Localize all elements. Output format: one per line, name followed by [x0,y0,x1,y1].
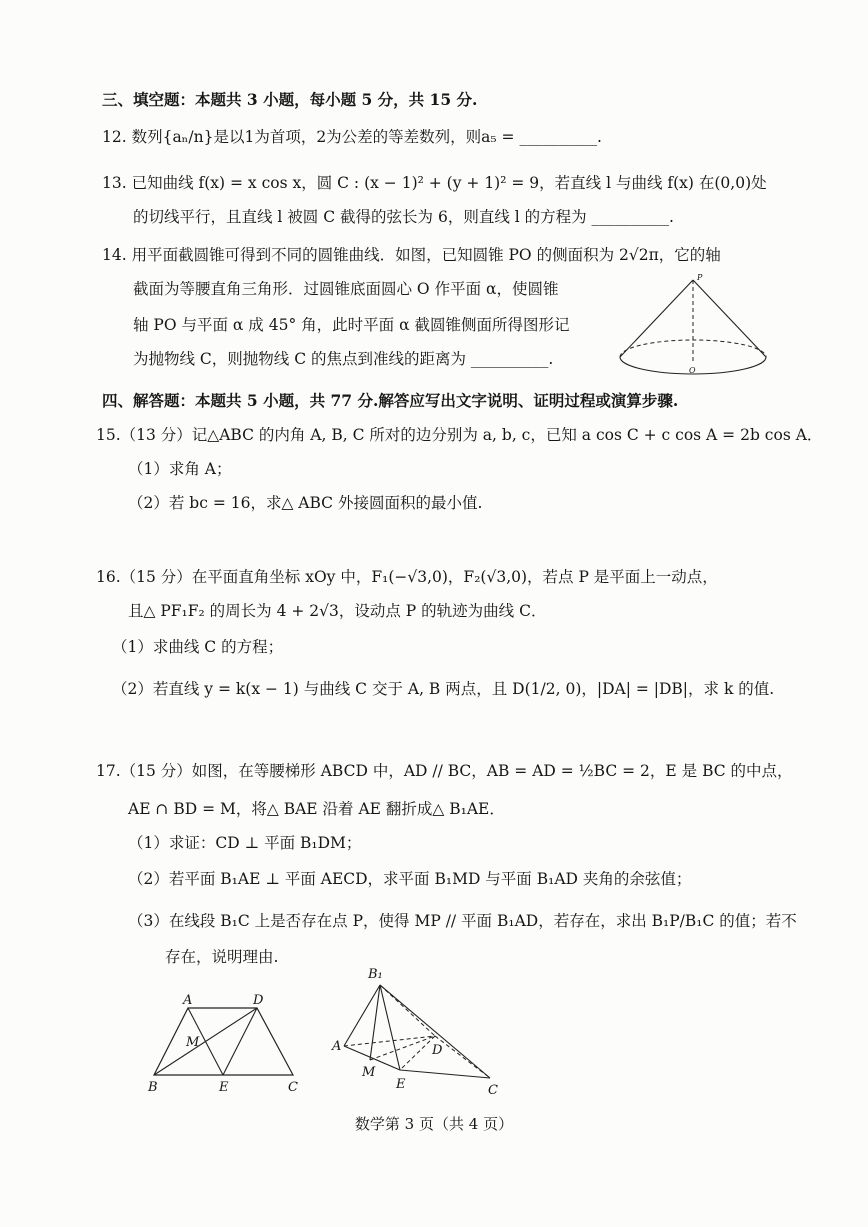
edge-d-e [400,1036,435,1070]
cone-base-back [620,340,766,357]
section-heading-fill-in: 三、填空题：本题共 3 小题，每小题 5 分，共 15 分. [102,90,478,109]
question-17-line2: AE ∩ BD = M，将△ BAE 沿着 AE 翻折成△ B₁AE． [128,800,505,818]
segment-bd [154,1008,257,1075]
question-16-line2: 且△ PF₁F₂ 的周长为 4 + 2√3，设动点 P 的轨迹为曲线 C． [128,602,547,620]
label-a: A [183,993,193,1008]
cone-label-o: O [689,366,696,375]
section-heading-answer: 四、解答题：本题共 5 小题，共 77 分.解答应写出文字说明、证明过程或演算步骤. [102,391,679,410]
question-14-line3: 轴 PO 与平面 α 成 45° 角，此时平面 α 截圆锥侧面所得图形记 [133,316,570,334]
label-a2: A [332,1039,342,1054]
question-16-part2: （2）若直线 y = k(x − 1) 与曲线 C 交于 A, B 两点，且 D(1/2, 0)，|DA| = |DB|，求 k 的值. [112,680,775,698]
label-d2: D [432,1043,443,1058]
edge-b1-a [344,985,380,1046]
edge-d-c [435,1036,490,1078]
question-16-part1: （1）求曲线 C 的方程； [112,638,284,656]
question-17-part3-line1: （3）在线段 B₁C 上是否存在点 P，使得 MP // 平面 B₁AD，若存在，求出 B₁P/B₁C 的值；若不 [128,912,797,930]
question-15-part2: （2）若 bc = 16，求△ ABC 外接圆面积的最小值. [128,494,483,512]
question-13-line1: 13. 已知曲线 f(x) = x cos x，圆 C : (x − 1)² + (y + 1)² = 9，若直线 l 与曲线 f(x) 在(0,0)处 [102,174,767,192]
label-b: B [148,1080,158,1095]
question-13-line2: 的切线平行，且直线 l 被圆 C 截得的弦长为 6，则直线 l 的方程为 __________. [133,208,674,226]
segment-de [223,1008,257,1075]
question-17-part3-line2: 存在，说明理由. [165,948,279,966]
question-12: 12. 数列{aₙ/n}是以1为首项，2为公差的等差数列，则a₅ = __________. [102,128,602,146]
label-e2: E [396,1077,406,1092]
question-14-line2: 截面为等腰直角三角形．过圆锥底面圆心 O 作平面 α，使圆锥 [133,280,559,298]
cone-figure [612,270,772,385]
trapezoid-outline [154,1008,293,1075]
question-14-line4: 为抛物线 C，则抛物线 C 的焦点到准线的距离为 __________. [133,350,554,368]
question-15-part1: （1）求角 A； [128,460,232,478]
cone-edge-right [693,280,766,357]
question-15-stem: 15.（13 分）记△ABC 的内角 A, B, C 所对的边分别为 a, b, c，已知 a cos C + c cos A = 2b cos A． [96,426,823,444]
edge-e-c [400,1070,490,1078]
label-d: D [253,993,264,1008]
cone-label-p: P [697,273,703,282]
trapezoid-figure [140,990,315,1100]
page-footer: 数学第 3 页（共 4 页） [354,1115,514,1133]
label-e: E [219,1080,229,1095]
label-c: C [288,1080,298,1095]
edge-b1-m [370,985,380,1060]
folded-solid-figure [330,960,515,1100]
cone-edge-left [620,280,693,357]
question-17-part2: （2）若平面 B₁AE ⊥ 平面 AECD，求平面 B₁MD 与平面 B₁AD 夹角的余弦值； [128,870,692,888]
label-m2: M [362,1065,376,1080]
label-b1: B₁ [368,967,383,982]
question-16-line1: 16.（15 分）在平面直角坐标 xOy 中，F₁(−√3,0)，F₂(√3,0)，若点 P 是平面上一动点， [96,568,718,586]
edge-a-d [344,1036,435,1046]
label-c2: C [488,1083,498,1098]
question-17-part1: （1）求证：CD ⊥ 平面 B₁DM； [128,834,362,852]
question-17-line1: 17.（15 分）如图，在等腰梯形 ABCD 中，AD // BC，AB = AD = ½BC = 2，E 是 BC 的中点， [96,762,793,780]
question-14-line1: 14. 用平面截圆锥可得到不同的圆锥曲线．如图，已知圆锥 PO 的侧面积为 2√2π，它的轴 [102,246,721,264]
edge-b1-c [380,985,490,1078]
label-m: M [186,1035,200,1050]
edge-b1-e [380,985,400,1070]
